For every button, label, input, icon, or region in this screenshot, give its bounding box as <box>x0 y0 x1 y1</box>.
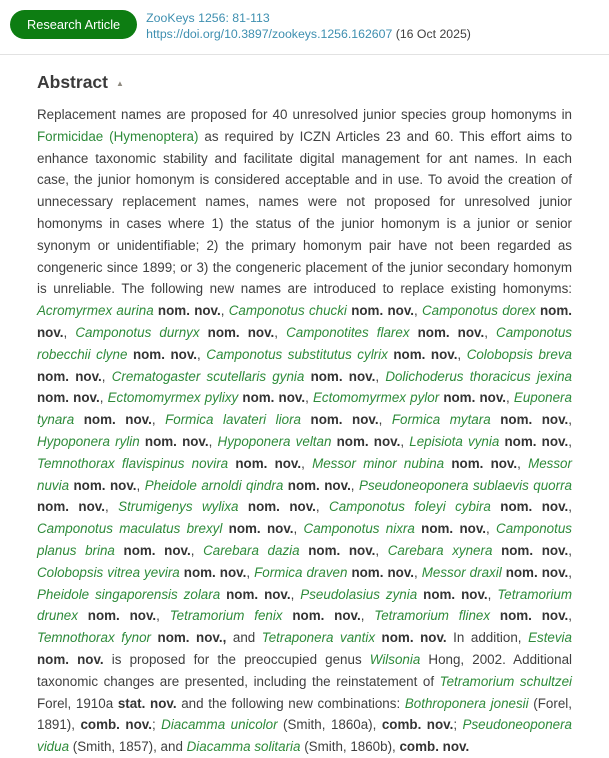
abstract-text: , <box>360 608 375 624</box>
taxon-link[interactable]: Formica draven <box>254 564 348 580</box>
abstract-text: , <box>104 499 119 515</box>
taxon-link[interactable]: Acromyrmex aurina <box>37 303 154 319</box>
nomen-status-text: comb. nov. <box>80 717 152 733</box>
taxon-link[interactable]: Camponotus substitutus cylrix <box>206 346 388 362</box>
taxon-link[interactable]: Camponotites flarex <box>286 324 410 340</box>
taxon-link[interactable]: Camponotus maculatus brexyl <box>37 521 223 537</box>
taxon-link[interactable]: Messor minor nubina <box>312 455 445 471</box>
taxon-link[interactable]: Lepisiota vynia <box>409 433 500 449</box>
abstract-text: , <box>156 608 170 624</box>
abstract-text: , <box>568 433 572 449</box>
taxon-link[interactable]: Formica mytara <box>391 412 491 428</box>
nomen-status-text: nom. nov. <box>199 324 275 340</box>
taxon-link[interactable]: Camponotus robecchii clyne <box>37 324 572 362</box>
nomen-status-text: nom. nov. <box>492 542 569 558</box>
abstract-title: Abstract <box>37 72 108 92</box>
taxon-link[interactable]: Messor nuvia <box>37 455 572 493</box>
abstract-text: In addition, <box>446 630 529 646</box>
abstract-text: , <box>375 542 388 558</box>
nomen-status-text: nom. nov. <box>228 455 302 471</box>
abstract-text: , <box>486 521 497 537</box>
taxon-link[interactable]: Tetramorium schultzei <box>439 673 572 689</box>
taxon-link[interactable]: Euponera tynara <box>37 390 572 428</box>
abstract-text: , <box>208 433 218 449</box>
nomen-status-text: nom. nov. <box>417 586 488 602</box>
taxon-link[interactable]: Pheidole singaporensis zolara <box>37 586 221 602</box>
publication-date: (16 Oct 2025) <box>395 26 471 41</box>
taxon-link[interactable]: Tetramorium flinex <box>374 608 491 624</box>
taxon-link[interactable]: Temnothorax fynor <box>37 630 151 646</box>
abstract-text: Hong, 2002. Additional taxonomic changes are presented, including the reinstatement of <box>37 651 572 689</box>
abstract-text: Replacement names are proposed for 40 unresolved junior species group homonyms in <box>37 107 572 122</box>
taxon-link[interactable]: Tetramorium fenix <box>169 608 283 624</box>
taxon-link[interactable]: Diacamma solitaria <box>186 739 301 755</box>
section-divider <box>0 54 609 55</box>
nomen-status-text: nom. nov. <box>37 368 102 384</box>
nomen-status-text: nom. nov. <box>127 346 198 362</box>
nomen-status-text: nom. nov. <box>375 630 447 646</box>
abstract-text: , <box>136 477 145 493</box>
abstract-text: , <box>293 521 304 537</box>
nomen-status-text: nom. nov. <box>220 586 291 602</box>
nomen-status-text: nom. nov. <box>439 390 506 406</box>
nomen-status-text: nom. nov. <box>499 433 569 449</box>
abstract-text: , <box>274 324 287 340</box>
taxon-link[interactable]: Temnothorax flavispinus novira <box>37 455 229 471</box>
abstract-text: , <box>101 368 112 384</box>
nomen-status-text: comb. nov. <box>381 717 454 733</box>
taxon-link[interactable]: Hypoponera veltan <box>217 433 332 449</box>
abstract-text: , <box>350 477 360 493</box>
abstract-text: ; <box>151 717 162 733</box>
collapse-arrow-icon[interactable]: ▲ <box>116 79 124 88</box>
taxon-link[interactable]: Crematogaster scutellaris gynia <box>111 368 305 384</box>
taxon-link[interactable]: Ectomomyrmex pylixy <box>107 390 239 406</box>
abstract-text: and the following new combinations: <box>176 695 405 711</box>
nomen-status-text: nom. nov. <box>299 542 376 558</box>
taxon-link[interactable]: Carebara xynera <box>387 542 493 558</box>
abstract-text: , <box>99 390 108 406</box>
abstract-text: , <box>190 542 204 558</box>
nomen-status-text: nom. nov. <box>283 477 351 493</box>
abstract-text: ; <box>453 717 463 733</box>
abstract-text: , <box>568 499 572 515</box>
nomen-status-text: nom. nov. <box>490 608 569 624</box>
nomen-status-text: nom. nov. <box>139 433 209 449</box>
abstract-text: , <box>414 564 422 580</box>
taxon-link[interactable]: Bothroponera jonesii <box>404 695 529 711</box>
taxon-link[interactable]: Dolichoderus thoracicus jexina <box>385 368 572 384</box>
taxon-link[interactable]: Camponotus dorex <box>422 303 536 319</box>
taxon-link[interactable]: Camponotus planus brina <box>37 521 572 558</box>
abstract-text: , <box>568 412 572 428</box>
family-link[interactable]: Formicidae (Hymenoptera) <box>37 128 199 144</box>
nomen-status-text: nom. nov. <box>37 499 105 515</box>
taxon-link[interactable]: Tetraponera vantix <box>261 630 376 646</box>
abstract-text: (Smith, 1860b), <box>300 739 400 755</box>
nomen-status-text: nom. nov. <box>37 651 104 667</box>
abstract-text: , <box>400 433 410 449</box>
nomen-status-text: nom. nov. <box>69 477 137 493</box>
taxon-link[interactable]: Camponotus chucki <box>228 303 347 319</box>
taxon-link[interactable]: Camponotus nixra <box>303 521 415 537</box>
abstract-text: , <box>246 564 255 580</box>
abstract-text: (Smith, 1860a), <box>277 717 382 733</box>
abstract-text: , <box>484 324 497 340</box>
abstract-section <box>0 72 609 758</box>
nomen-status-text: nom. nov. <box>37 390 100 406</box>
abstract-text: , <box>457 346 467 362</box>
abstract-paragraph <box>37 104 572 758</box>
taxon-link[interactable]: Formica lavateri liora <box>165 412 301 428</box>
nomen-status-text: nom. nov. <box>238 390 306 406</box>
abstract-text: and <box>226 630 262 646</box>
nomen-status-text: nom. nov. <box>300 412 379 428</box>
nomen-status-text: nom. nov. <box>387 346 458 362</box>
abstract-text: , <box>63 324 76 340</box>
nomen-status-text: nom. nov. <box>74 412 152 428</box>
taxon-link[interactable]: Strumigenys wylixa <box>118 499 239 515</box>
nomen-status-text: comb. nov. <box>399 739 470 755</box>
taxon-link[interactable]: Wilsonia <box>369 651 421 667</box>
abstract-text: , <box>568 542 572 558</box>
taxon-link[interactable]: Camponotus durnyx <box>75 324 200 340</box>
nomen-status-text: nom. nov. <box>347 564 414 580</box>
abstract-text: , <box>517 455 529 471</box>
nomen-status-text: nom. nov. <box>409 324 485 340</box>
nomen-status-text: nom. nov. <box>304 368 376 384</box>
abstract-text: , <box>220 303 229 319</box>
abstract-text: , <box>487 586 498 602</box>
abstract-text: , <box>151 412 166 428</box>
citation-link[interactable]: ZooKeys 1256: 81-113 <box>146 11 270 25</box>
nomen-status-text: nom. nov. <box>490 499 569 515</box>
nomen-status-text: nom. nov. <box>37 303 572 340</box>
taxon-link[interactable]: Pheidole arnoldi qindra <box>144 477 284 493</box>
abstract-text: as required by ICZN Articles 23 and 60. This effort aims to enhance taxonomic stability and facilitate digital management for ant names. In each case, the junior homonym is considered acceptable and in use. To avoid the creation of unnecessary replacement names, names were not proposed for unresolved junior homonyms in cases where 1) the status of the junior homonym is a junior or senior synonym or unidentifiable; 2) the primary homonym pair have not been regarded as congeneric since 1899; or 3) the congeneric placement of the junior secondary homonym is unreliable. The following new names are introduced to replace existing homonyms: <box>37 128 573 297</box>
nomen-status-text: nom. nov. <box>282 608 361 624</box>
abstract-text: , <box>375 368 386 384</box>
abstract-text: , <box>568 608 572 624</box>
nomen-status-text: nom. nov. <box>222 521 294 537</box>
article-header <box>0 0 609 42</box>
taxon-link[interactable]: Messor draxil <box>421 564 502 580</box>
nomen-status-text: nom. nov. <box>238 499 316 515</box>
abstract-text: Forel, 1910a <box>37 695 118 711</box>
taxon-link[interactable]: Colobopsis breva <box>466 346 572 362</box>
abstract-text: , <box>305 390 313 406</box>
taxon-link[interactable]: Hypoponera rylin <box>37 433 140 449</box>
abstract-text: , <box>414 303 423 319</box>
nomen-status-text: nom. nov. <box>444 455 518 471</box>
taxon-link[interactable]: Diacamma unicolor <box>161 717 278 733</box>
nomen-status-text: stat. nov. <box>117 695 177 711</box>
abstract-text: (Forel, 1891), <box>37 695 572 733</box>
abstract-text: (Smith, 1857), and <box>69 739 187 755</box>
taxon-link[interactable]: Colobopsis vitrea yevira <box>37 564 180 580</box>
abstract-text: , <box>568 564 572 580</box>
abstract-text: , <box>378 412 392 428</box>
research-article-badge[interactable]: Research Article <box>10 10 137 39</box>
abstract-text: , <box>506 390 514 406</box>
nomen-status-text: nom. nov. <box>153 303 221 319</box>
taxon-link[interactable]: Tetramorium drunex <box>37 586 572 624</box>
nomen-status-text: nom. nov. <box>114 542 191 558</box>
abstract-text: , <box>290 586 301 602</box>
nomen-status-text: nom. nov. <box>346 303 414 319</box>
taxon-link[interactable]: Carebara dazia <box>203 542 300 558</box>
nomen-status-text: nom. nov., <box>150 630 227 646</box>
citation-block <box>146 10 471 42</box>
taxon-link[interactable]: Pseudoneoponera vidua <box>37 717 572 755</box>
nomen-status-text: nom. nov. <box>414 521 486 537</box>
nomen-status-text: nom. nov. <box>490 412 569 428</box>
taxon-link[interactable]: Pseudoneoponera sublaevis quorra <box>359 477 572 493</box>
nomen-status-text: nom. nov. <box>179 564 247 580</box>
nomen-status-text: nom. nov. <box>331 433 401 449</box>
taxon-link[interactable]: Ectomomyrmex pylor <box>312 390 440 406</box>
doi-link[interactable]: https://doi.org/10.3897/zookeys.1256.162607 <box>146 26 393 41</box>
taxon-link[interactable]: Pseudolasius zynia <box>300 586 418 602</box>
nomen-status-text: nom. nov. <box>501 564 569 580</box>
taxon-link[interactable]: Estevia <box>528 630 572 646</box>
abstract-text: , <box>301 455 313 471</box>
nomen-status-text: nom. nov. <box>77 608 157 624</box>
abstract-text: , <box>197 346 207 362</box>
abstract-text: is proposed for the preoccupied genus <box>103 651 370 667</box>
abstract-text: , <box>315 499 330 515</box>
abstract-heading <box>37 72 572 93</box>
taxon-link[interactable]: Camponotus foleyi cybira <box>329 499 491 515</box>
